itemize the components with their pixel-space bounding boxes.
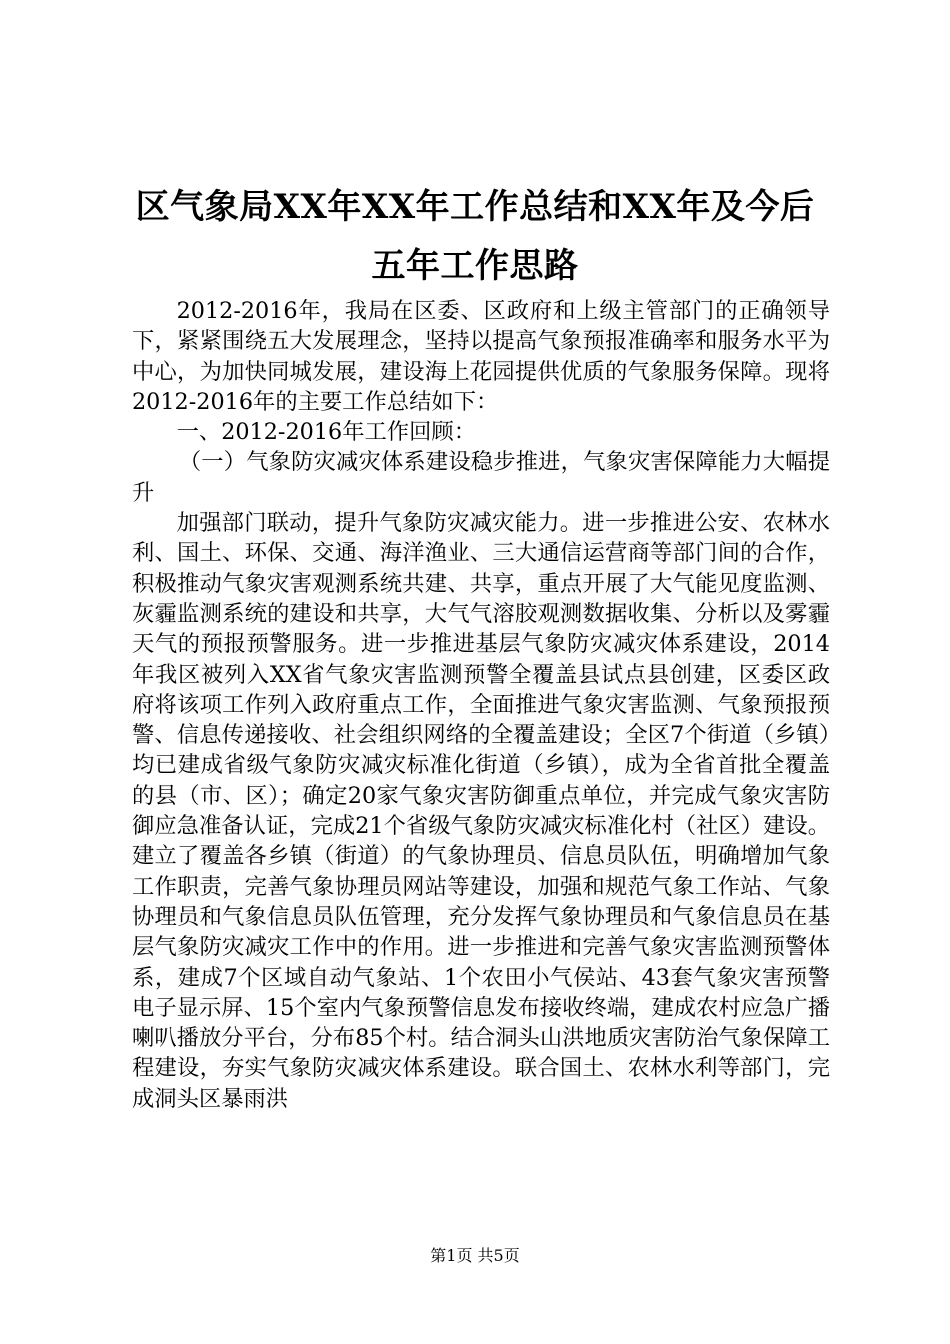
document-body: [132, 296, 830, 1114]
document-title-line-1: 区气象局XX年XX年工作总结和XX年及今后: [135, 187, 815, 227]
section-heading-1: 一、2012-2016年工作回顾：: [176, 419, 476, 446]
paragraph-intro: 2012-2016年，我局在区委、区政府和上级主管部门的正确领导下，紧紧围绕五大发展理念，坚持以提高气象预报准确率和服务水平为中心，为加快同城发展，建设海上花园提供优质的气象服务保障。现将2012-2016年的主要工作总结如下：: [132, 298, 830, 415]
subsection-heading-1: （一）气象防灾减灾体系建设稳步推进，气象灾害保障能力大幅提升: [132, 449, 830, 506]
document-title-line-2: 五年工作思路: [371, 246, 579, 286]
page-footer: 第1页 共5页: [430, 1246, 520, 1265]
paragraph-body-1: 加强部门联动，提升气象防灾减灾能力。进一步推进公安、农林水利、国土、环保、交通、海洋渔业、三大通信运营商等部门间的合作，积极推动气象灾害观测系统共建、共享，重点开展了大气能见度监测、灰霾监测系统的建设和共享，大气气溶胶观测数据收集、分析以及雾霾天气的预报预警服务。进一步推进基层气象防灾减灾体系建设，2014年我区被列入XX省气象灾害监测预警全覆盖县试点县创建，区委区政府将该项工作列入政府重点工作，全面推进气象灾害监测、气象预报预警、信息传递接收、社会组织网络的全覆盖建设；全区7个街道（乡镇）均已建成省级气象防灾减灾标准化街道（乡镇），成为全省首批全覆盖的县（市、区）；确定20家气象灾害防御重点单位，并完成气象灾害防御应急准备认证，完成21个省级气象防灾减灾标准化村（社区）建设。建立了覆盖各乡镇（街道）的气象协理员、信息员队伍，明确增加气象工作职责，完善气象协理员网站等建设，加强和规范气象工作站、气象协理员和气象信息员队伍管理，充分发挥气象协理员和气象信息员在基层气象防灾减灾工作中的作用。进一步推进和完善气象灾害监测预警体系，建成7个区域自动气象站、1个农田小气侯站、43套气象灾害预警电子显示屏、15个室内气象预警信息发布接收终端，建成农村应急广播喇叭播放分平台，分布85个村。结合洞头山洪地质灾害防治气象保障工程建设，夯实气象防灾减灾体系建设。联合国土、农林水利等部门，完成洞头区暴雨洪: [132, 510, 830, 1112]
